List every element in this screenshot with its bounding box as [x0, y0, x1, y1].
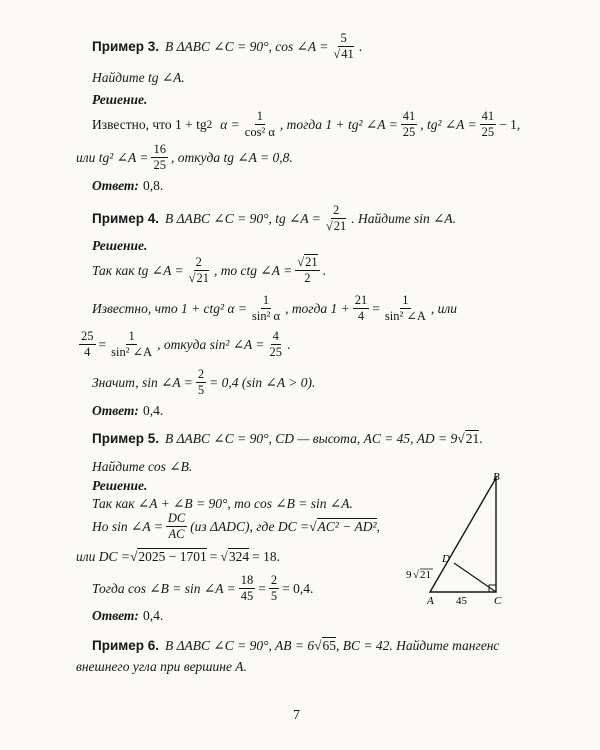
label-ad-sqrt: 21 [420, 569, 431, 581]
fraction: $\frac{2}{√21}$ [188, 255, 209, 286]
label-ac: 45 [456, 595, 467, 607]
triangle-abc [430, 478, 496, 592]
fraction: $\frac{2}{5}$ [270, 573, 278, 604]
fraction: $\frac{DC}{AC}$ [167, 511, 186, 542]
ex4-heading: Пример 4. [92, 211, 159, 227]
ex5-condition: Пример 5. В ΔABC ∠C = 90°, CD — высота, AC = 45, AD = 9 √ 21 . [92, 430, 483, 446]
ex3-step1: Известно, что 1 + tg 2 α = $\frac{1}{\text{cos² α}}$ , тогда 1 + tg² ∠A = $\frac{41}{25}$ , tg² ∠A = $\frac{41}{25}$ − 1, [92, 109, 521, 140]
label-ad-radical: √ [413, 569, 420, 581]
ex3-condition: Пример 3. В ΔABC ∠C = 90°, cos ∠A = $\frac{5}{√41}$ . [92, 31, 363, 62]
ex3-solution-label: Решение. [92, 92, 148, 107]
fraction: $\frac{16}{25}$ [153, 142, 166, 173]
triangle-figure [405, 472, 515, 607]
ex4-step4: Значит, sin ∠A = $\frac{2}{5}$ = 0,4 (sin ∠A > 0). [92, 367, 316, 398]
ex4-step3: $\frac{25}{4}$ = $\frac{1}{\text{sin² ∠A}}$ , откуда sin² ∠A = $\frac{4}{25}$ . [81, 329, 291, 360]
ex5-step1: Так как ∠A + ∠B = 90°, то cos ∠B = sin ∠A. [92, 496, 353, 511]
fraction: $\frac{2}{√21}$ [325, 203, 347, 234]
fraction: $\frac{25}{4}$ [81, 329, 94, 360]
ex5-step3: или DC = √ 2025 − 1701 = √ 324 = 18. [76, 548, 280, 564]
label-b: B [493, 472, 500, 483]
ex3-task: Найдите tg ∠A. [92, 70, 185, 85]
ex3-answer: Ответ: 0,8. [92, 178, 164, 193]
fraction: $\frac{41}{25}$ [402, 109, 416, 140]
ex4-answer: Ответ: 0,4. [92, 403, 164, 418]
ex5-task: Найдите cos ∠B. [92, 459, 193, 474]
ex4-step1: Так как tg ∠A = $\frac{2}{√21}$ , то ctg ∠A = $\frac{√21}{2}$ . [92, 255, 326, 286]
ex5-solution-label: Решение. [92, 478, 148, 493]
fraction: $\frac{1}{\text{cos² α}}$ [244, 109, 275, 140]
altitude-cd [454, 563, 496, 592]
ex5-answer: Ответ: 0,4. [92, 608, 164, 623]
ex4-step2: Известно, что 1 + ctg² α = $\frac{1}{\text{sin² α}}$ , тогда 1 + $\frac{21}{4}$ = $\frac{1}{\text{sin² ∠A}}$ , или [92, 293, 458, 324]
fraction: $\frac{4}{25}$ [269, 329, 283, 360]
ex6-condition-line2: внешнего угла при вершине A. [76, 659, 247, 674]
ex3-step2: или tg² ∠A = $\frac{16}{25}$ , откуда tg ∠A = 0,8. [76, 142, 293, 173]
ex6-condition: Пример 6. В ΔABC ∠C = 90°, AB = 6 √ 65 , BC = 42. Найдите тангенс [92, 637, 500, 653]
fraction: $\frac{18}{45}$ [240, 573, 254, 604]
ex5-heading: Пример 5. [92, 431, 159, 446]
fraction: $\frac{1}{\text{sin² ∠A}}$ [384, 293, 426, 324]
ex5-step4: Тогда cos ∠B = sin ∠A = $\frac{18}{45}$ = $\frac{2}{5}$ = 0,4. [92, 573, 314, 604]
fraction: $\frac{√21}{2}$ [297, 255, 318, 286]
fraction: $\frac{21}{4}$ [354, 293, 368, 324]
ex4-solution-label: Решение. [92, 238, 148, 253]
label-c: C [494, 595, 502, 607]
ex6-heading: Пример 6. [92, 638, 159, 653]
label-a: A [427, 595, 434, 607]
fraction: $\frac{2}{5}$ [197, 367, 205, 398]
page-number: 7 [293, 708, 300, 723]
ex5-step2: Но sin ∠A = $\frac{DC}{AC}$ (из ΔADC), где DC = √ AC² − AD² , [92, 511, 380, 542]
fraction: $\frac{41}{25}$ [481, 109, 495, 140]
ex3-heading: Пример 3. [92, 39, 159, 55]
label-ad-coef: 9 [406, 569, 412, 581]
label-d: D [442, 553, 450, 565]
fraction: $\frac{1}{\text{sin² ∠A}}$ [111, 329, 153, 360]
ex4-condition: Пример 4. В ΔABC ∠C = 90°, tg ∠A = $\frac{2}{√21}$ . Найдите sin ∠A. [92, 203, 457, 234]
fraction: $\frac{1}{\text{sin² α}}$ [252, 293, 281, 324]
fraction: $\frac{5}{√41}$ [333, 31, 354, 62]
